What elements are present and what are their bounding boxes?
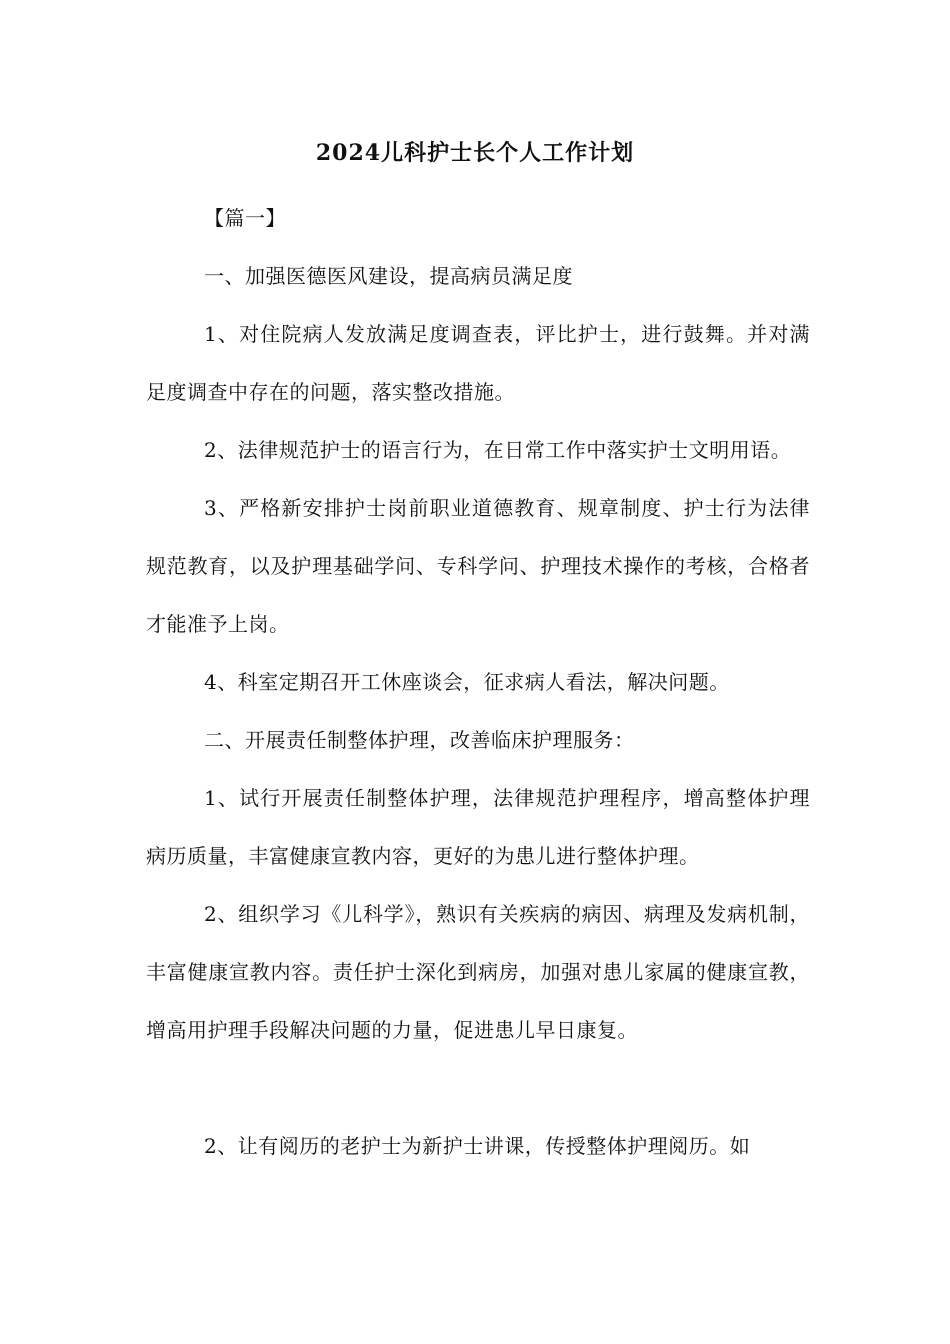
- paragraph-2-3-partial: 2、让有阅历的老护士为新护士讲课，传授整体护理阅历。如: [204, 1134, 751, 1158]
- paragraph-1-4: 4、科室定期召开工休座谈会，征求病人看法，解决问题。: [204, 670, 730, 694]
- document-body: [146, 189, 810, 1175]
- paragraph-gap: [146, 1059, 810, 1117]
- document-title: 2024儿科护士长个人工作计划: [315, 140, 635, 166]
- section-heading-1: 一、加强医德医风建设，提高病员满足度: [204, 264, 573, 288]
- paragraph-1-1: 1、对住院病人发放满足度调查表，评比护士，进行鼓舞。并对满足度调查中存在的问题，落实整改措施。: [146, 322, 810, 404]
- section-heading-2: 二、开展责任制整体护理，改善临床护理服务：: [204, 728, 635, 752]
- paragraph-2-1: 1、试行开展责任制整体护理，法律规范护理程序，增高整体护理病历质量，丰富健康宣教内容，更好的为患儿进行整体护理。: [146, 786, 810, 868]
- paragraph-1-3: 3、严格新安排护士岗前职业道德教育、规章制度、护士行为法律规范教育，以及护理基础学问、专科学问、护理技术操作的考核，合格者才能准予上岗。: [146, 496, 810, 636]
- paragraph-2-2: 2、组织学习《儿科学》，熟识有关疾病的病因、病理及发病机制，丰富健康宣教内容。责任护士深化到病房，加强对患儿家属的健康宣教，增高用护理手段解决问题的力量，促进患儿早日康复。: [146, 902, 810, 1042]
- section-mark: 【篇一】: [204, 206, 286, 230]
- paragraph-1-2: 2、法律规范护士的语言行为，在日常工作中落实护士文明用语。: [204, 438, 792, 462]
